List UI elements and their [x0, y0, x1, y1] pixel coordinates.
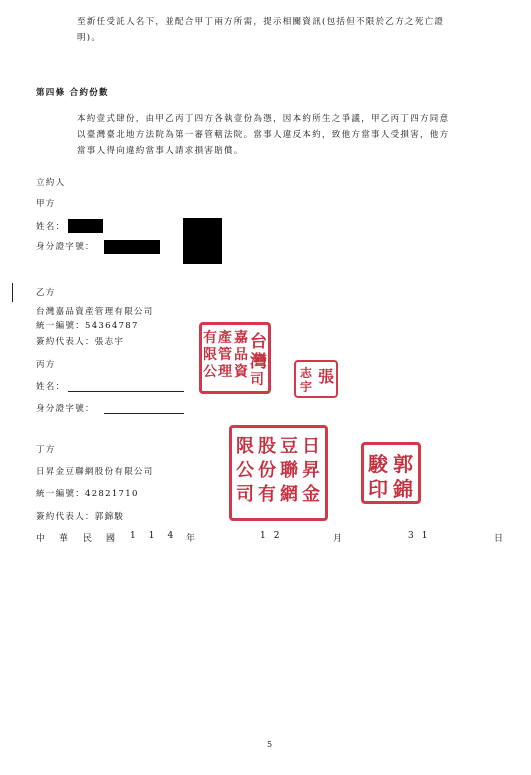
jiapin-company-seal: 台 灣 嘉 品 資 產 管 理 有 限 公 司 — [199, 322, 271, 394]
redacted-name — [68, 219, 103, 233]
party-b-tax-id: 統一編號：54364787 — [36, 321, 139, 331]
article-title: 第四條 合約份數 — [36, 88, 109, 98]
date-era-1: 中 — [36, 534, 46, 544]
redacted-signature — [183, 218, 222, 264]
article-line-1: 本約壹式肆份，由甲乙丙丁四方各執壹份為憑，因本約所生之爭議，甲乙丙丁四方同意 — [77, 114, 450, 124]
date-era-4: 國 — [106, 534, 116, 544]
party-b-company: 台灣嘉品資產管理有限公司 — [36, 307, 154, 317]
article-line-3: 當事人得向違約當事人請求損害賠償。 — [77, 146, 244, 156]
party-a-heading: 甲方 — [36, 199, 56, 209]
article-line-2: 以臺灣臺北地方法院為第一審管轄法院。當事人違反本約，致他方當事人受損害，他方 — [77, 130, 450, 140]
party-c-name-blank — [68, 381, 184, 392]
date-era-2: 華 — [59, 534, 69, 544]
party-d-heading: 丁方 — [36, 445, 56, 455]
date-month: 12 — [260, 531, 288, 541]
intro-line-1: 至新任受託人名下，並配合甲丁兩方所需，提示相關資訊(包括但不限於乙方之死亡證 — [77, 17, 445, 27]
party-a-name-label: 姓名： — [36, 222, 66, 232]
date-year: 114 — [130, 531, 187, 541]
party-a-id-label: 身分證字號： — [36, 242, 95, 252]
text-cursor — [12, 283, 13, 302]
date-era-3: 民 — [83, 534, 93, 544]
date-day-unit: 日 — [494, 534, 504, 544]
party-d-company: 日昇金豆聯網股份有限公司 — [36, 467, 154, 477]
date-day: 31 — [408, 531, 436, 541]
party-d-tax-id: 統一編號：42821710 — [36, 489, 139, 499]
party-c-id-blank — [104, 403, 184, 414]
date-year-unit: 年 — [186, 534, 196, 544]
party-c-heading: 丙方 — [36, 360, 56, 370]
zhang-personal-seal: 張 志 宇 — [294, 360, 338, 398]
party-b-heading: 乙方 — [36, 288, 56, 298]
page-number: 5 — [267, 740, 273, 749]
intro-line-2: 明)。 — [77, 33, 102, 43]
party-d-rep: 簽約代表人：郭錦駿 — [36, 512, 125, 522]
date-month-unit: 月 — [333, 534, 343, 544]
redacted-id-number — [104, 240, 160, 254]
signatories-label: 立約人 — [36, 178, 66, 188]
guo-personal-seal: 郭 錦 駿 印 — [361, 442, 421, 504]
party-b-rep: 簽約代表人：張志宇 — [36, 337, 125, 347]
party-c-id-label: 身分證字號： — [36, 404, 95, 414]
risheng-company-seal: 日 昇 金 豆 聯 網 股 份 有 限 公 司 — [229, 425, 328, 521]
party-c-name-label: 姓名： — [36, 382, 66, 392]
